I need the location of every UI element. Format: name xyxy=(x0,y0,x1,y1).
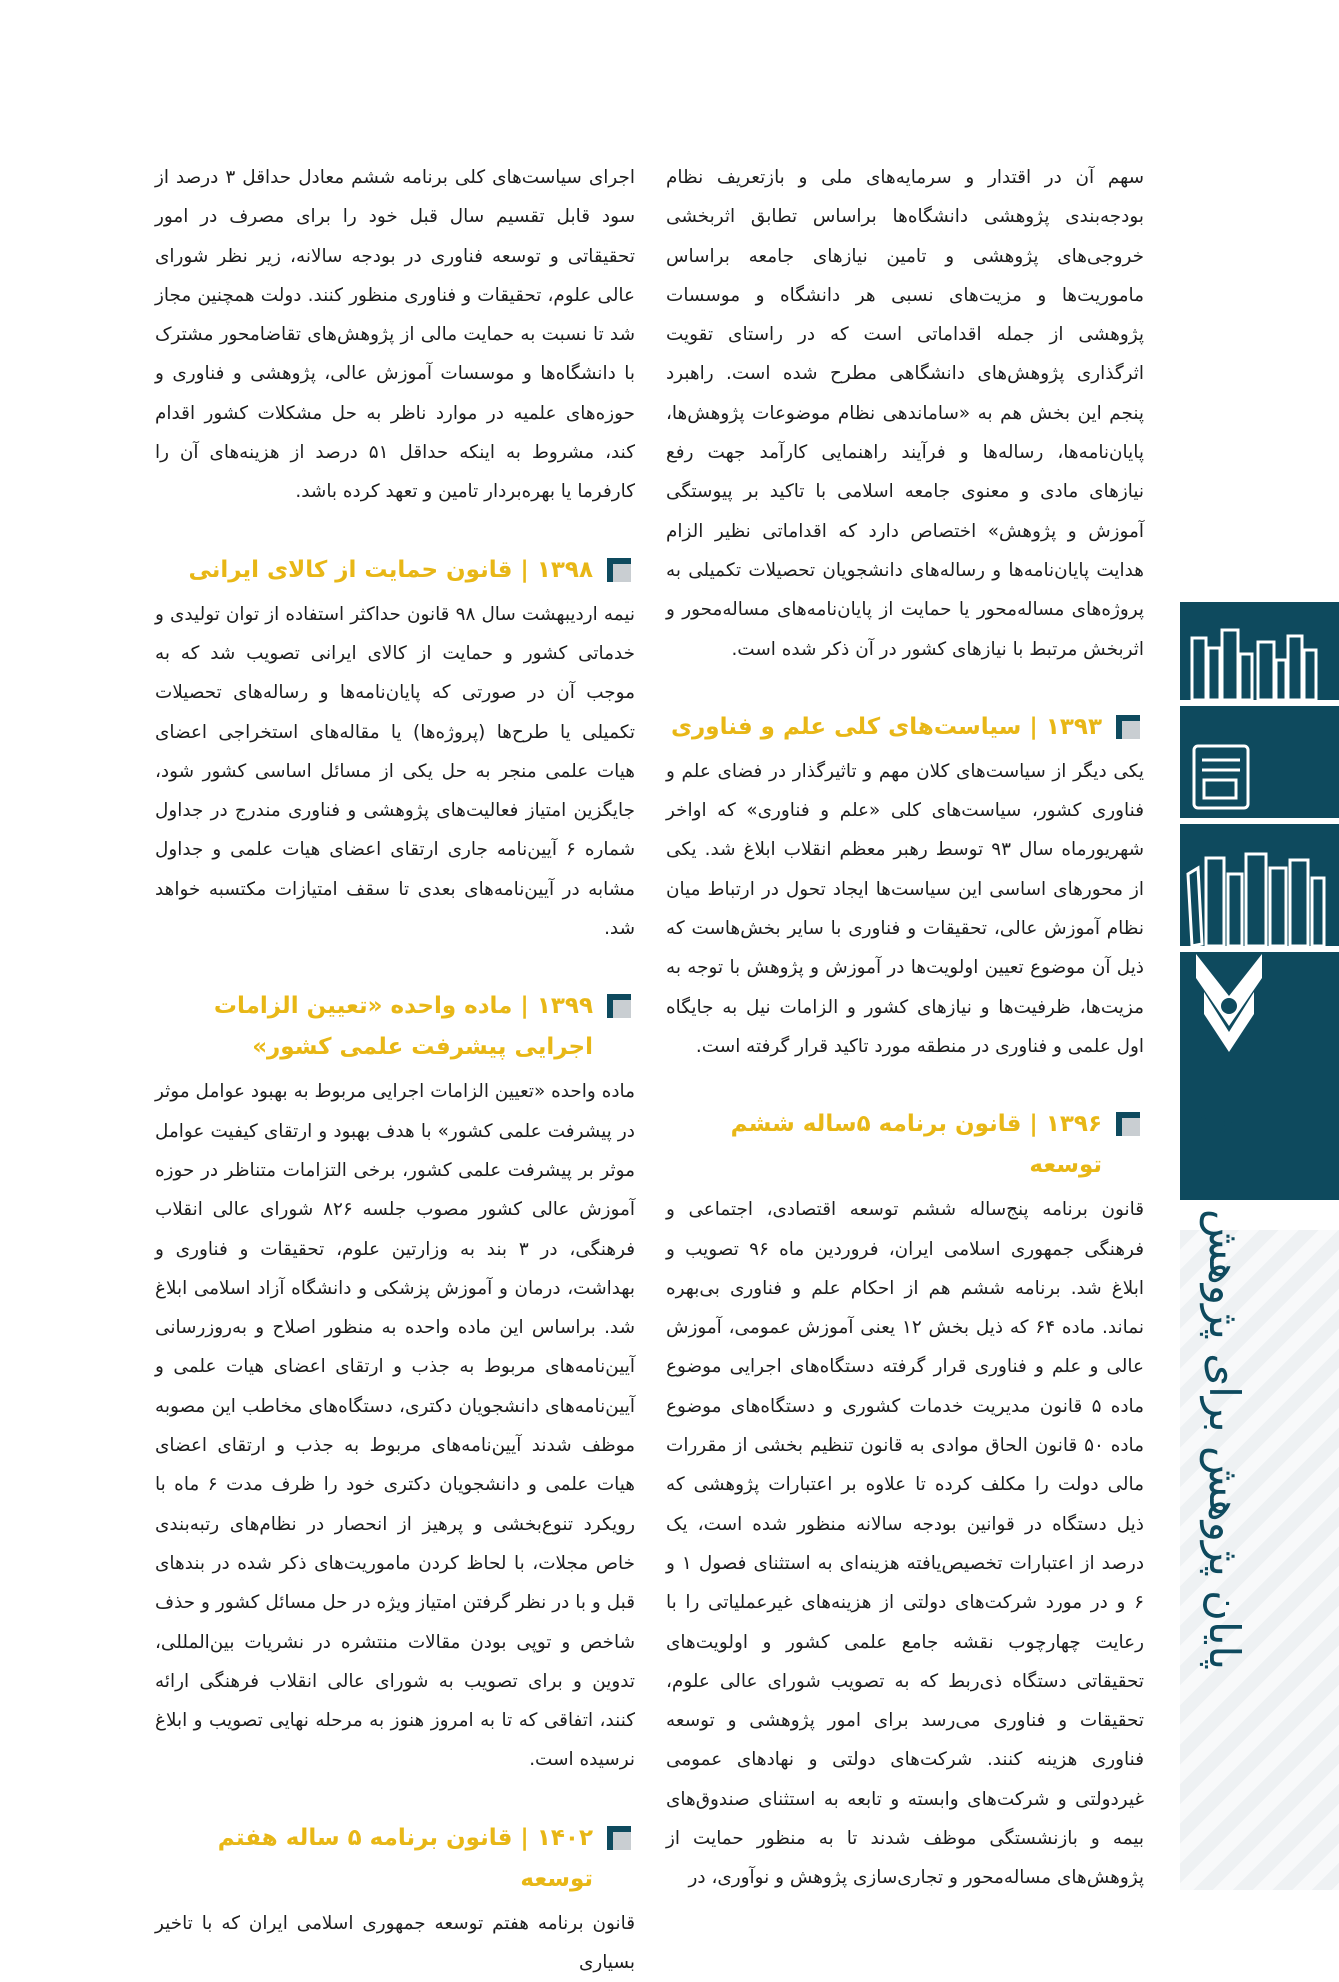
right-column xyxy=(666,158,1144,1898)
section-title: ۱۳۹۶ | قانون برنامه ۵ساله ششم توسعه xyxy=(730,1111,1102,1179)
magazine-title: پایان پژوهش برای پژوهش xyxy=(1200,1209,1249,1670)
page-number: ۱۶ xyxy=(1194,1102,1236,1146)
heading-bracket-icon xyxy=(1114,1110,1144,1138)
bookshelf-icon xyxy=(1180,620,1339,720)
section-title: ۱۳۹۳ | سیاست‌های کلی علم و فناوری xyxy=(670,713,1102,740)
heading-bracket-icon xyxy=(605,992,635,1020)
university-logo-icon xyxy=(1194,948,1264,1058)
books-icon xyxy=(1180,834,1339,964)
document-icon xyxy=(1180,732,1339,832)
paragraph: نیمه اردیبهشت سال ۹۸ قانون حداکثر استفاده از توان تولیدی و خدماتی کشور و حمایت از کالای ایرانی تصویب شد که به موجب آن در صورتی که پایان‌نامه‌ها و رساله‌های تحصیلات تکمیلی یا طرح‌ها (پروژه‌ها) یا مقاله‌های استخراجی اعضای هیات علمی منجر به حل یکی از مسائل اساسی کشور شود، جایگزین امتیاز فعالیت‌های پژوهشی و فناوری مندرج در جداول شماره ۶ آیین‌نامه جاری ارتقای اعضای هیات علمی و جداول مشابه در آیین‌نامه‌های بعدی تا سقف امتیازات مکتسبه خواهد شد. xyxy=(155,603,635,940)
left-column xyxy=(155,158,635,1982)
section-1398 xyxy=(155,550,635,949)
heading-bracket-icon xyxy=(1114,713,1144,741)
paragraph: یکی دیگر از سیاست‌های کلان مهم و تاثیرگذار در فضای علم و فناوری کشور، سیاست‌های کلی «علم و فناوری» که اواخر شهریورماه سال ۹۳ توسط رهبر معظم انقلاب ابلاغ شد. یکی از محورهای اساسی این سیاست‌ها ایجاد تحول در ارتباط میان نظام آموزش عالی، تحقیقات و فناوری با سایر بخش‌هاست که ذیل آن موضوع تعیین اولویت‌ها در آموزش و پژوهش با توجه به مزیت‌ها، ظرفیت‌ها و نیازهای کشور و الزامات نیل به جایگاه اول علمی و فناوری در منطقه مورد تاکید قرار گرفته است. xyxy=(666,760,1144,1057)
section-title: ۱۳۹۸ | قانون حمایت از کالای ایرانی xyxy=(188,556,593,583)
section-1396 xyxy=(666,1104,1144,1897)
section-title: ۱۴۰۲ | قانون برنامه ۵ ساله هفتم توسعه xyxy=(217,1824,593,1892)
section-heading xyxy=(155,986,635,1068)
paragraph: قانون برنامه هفتم توسعه جمهوری اسلامی ایران که با تاخیر بسیاری xyxy=(155,1912,635,1973)
section-1399 xyxy=(155,986,635,1779)
paragraph: اجرای سیاست‌های کلی برنامه ششم معادل حداقل ۳ درصد از سود قابل تقسیم سال قبل خود را برای مصرف در امور تحقیقاتی و توسعه فناوری در بودجه سالانه، زیر نظر شورای عالی علوم، تحقیقات و فناوری منظور کنند. دولت همچنین مجاز شد تا نسبت به حمایت مالی از پژوهش‌های تقاضامحور مشترک با دانشگاه‌ها و موسسات آموزش عالی، پژوهشی و فناوری و حوزه‌های علمیه در موارد ناظر به حل مشکلات کشور اقدام کند، مشروط به اینکه حداقل ۵۱ درصد از هزینه‌های آن را کارفرما یا بهره‌بردار تامین و تعهد کرده باشد. xyxy=(155,167,635,503)
section-heading xyxy=(666,1104,1144,1186)
paragraph: قانون برنامه پنج‌ساله ششم توسعه اقتصادی، اجتماعی و فرهنگی جمهوری اسلامی ایران، فروردین ماه ۹۶ تصویب و ابلاغ شد. برنامه ششم هم از احکام علم و فناوری بی‌بهره نماند. ماده ۶۴ که ذیل بخش ۱۲ یعنی آموزش عمومی، آموزش عالی و علم و فناوری قرار گرفته دستگاه‌های اجرایی موضوع ماده ۵ قانون مدیریت خدمات کشوری و دستگاه‌های موضوع ماده ۵۰ قانون الحاق موادی به قانون تنظیم بخشی از مقررات مالی دولت را مکلف کرده تا علاوه بر اعتبارات پژوهشی که ذیل دستگاه در قوانین بودجه سالانه منظور شده است، یک درصد از اعتبارات تخصیص‌یافته هزینه‌ای به استثنای فصول ۱ و ۶ و در مورد شرکت‌های دولتی از هزینه‌های غیرعملیاتی را با رعایت چهارچوب نقشه جامع علمی کشور و اولویت‌های تحقیقاتی دستگاه ذی‌ربط که به تصویب شورای عالی علوم، تحقیقات و فناوری می‌رسد برای امور پژوهشی و توسعه فناوری هزینه کنند. شرکت‌های دولتی و نهادهای عمومی غیردولتی و شرکت‌های وابسته و تابعه به استثنای صندوق‌های بیمه و بازنشستگی موظف شدند تا به منظور حمایت از پژوهش‌های مساله‌محور و تجاری‌سازی پژوهش و نوآوری، در xyxy=(666,1199,1145,1889)
heading-bracket-icon xyxy=(605,556,635,584)
heading-bracket-icon xyxy=(605,1824,635,1852)
paragraph: ماده واحده «تعیین الزامات اجرایی مربوط به بهبود عوامل موثر در پیشرفت علمی کشور» با هدف بهبود و ارتقای کیفیت عوامل موثر بر پیشرفت علمی کشور، برخی التزامات متناظر در حوزه آموزش عالی کشور مصوب جلسه ۸۲۶ شورای عالی انقلاب فرهنگی، در ۳ بند به وزارتین علوم، تحقیقات و فناوری و بهداشت، درمان و آموزش پزشکی و دانشگاه آزاد اسلامی ابلاغ شد. براساس این ماده واحده به منظور اصلاح و به‌روزرسانی آیین‌نامه‌های مربوط به جذب و ارتقای اعضای هیات علمی و آیین‌نامه‌های دانشجویان دکتری، دستگاه‌های مخاطب این مصوبه موظف شدند آیین‌نامه‌های مربوط به جذب و ارتقای اعضای هیات علمی و دانشجویان دکتری خود را ظرف مدت ۶ ماه با رویکرد تنوع‌بخشی و پرهیز از انحصار در نظام‌های رتبه‌بندی خاص مجلات، با لحاظ کردن ماموریت‌های ذکر شده در بندهای قبل و با در نظر گرفتن امتیاز ویژه در حل مسائل کشور و حذف شاخص و توپی بودن مقالات منتشره در نشریات بین‌المللی، تدوین و برای تصویب به شورای عالی انقلاب فرهنگی ارائه کنند، اتفاقی که تا به امروز هنوز به مرحله نهایی تصویب و ابلاغ نرسیده است. xyxy=(155,1081,636,1771)
paragraph: سهم آن در اقتدار و سرمایه‌های ملی و بازتعریف نظام بودجه‌بندی پژوهشی دانشگاه‌ها براساس تطابق اثربخشی خروجی‌های پژوهشی و تامین نیازهای جامعه براساس ماموریت‌ها و مزیت‌های نسبی هر دانشگاه و موسسات پژوهشی از جمله اقداماتی است که در راستای تقویت اثرگذاری پژوهش‌های دانشگاهی مطرح شده است. راهبرد پنجم این بخش هم به «ساماندهی نظام موضوعات پژوهش‌ها، پایان‌نامه‌ها، رساله‌ها و فرآیند راهنمایی کارآمد جهت رفع نیازهای مادی و معنوی جامعه اسلامی با تاکید بر پیوستگی آموزش و پژوهش» اختصاص دارد که اقداماتی نظیر الزام هدایت پایان‌نامه‌ها و رساله‌های دانشجویان تحصیلات تکمیلی به پروژه‌های مساله‌محور یا حمایت از پایان‌نامه‌های مساله‌محور و اثربخش مرتبط با نیازهای کشور در آن ذکر شده است. xyxy=(666,167,1144,660)
section-heading xyxy=(155,550,635,591)
section-1402 xyxy=(155,1818,635,1982)
section-heading xyxy=(666,707,1144,748)
section-heading xyxy=(155,1818,635,1900)
section-1393 xyxy=(666,707,1144,1066)
section-title: ۱۳۹۹ | ماده واحده «تعیین الزامات اجرایی پیشرفت علمی کشور» xyxy=(213,993,593,1061)
